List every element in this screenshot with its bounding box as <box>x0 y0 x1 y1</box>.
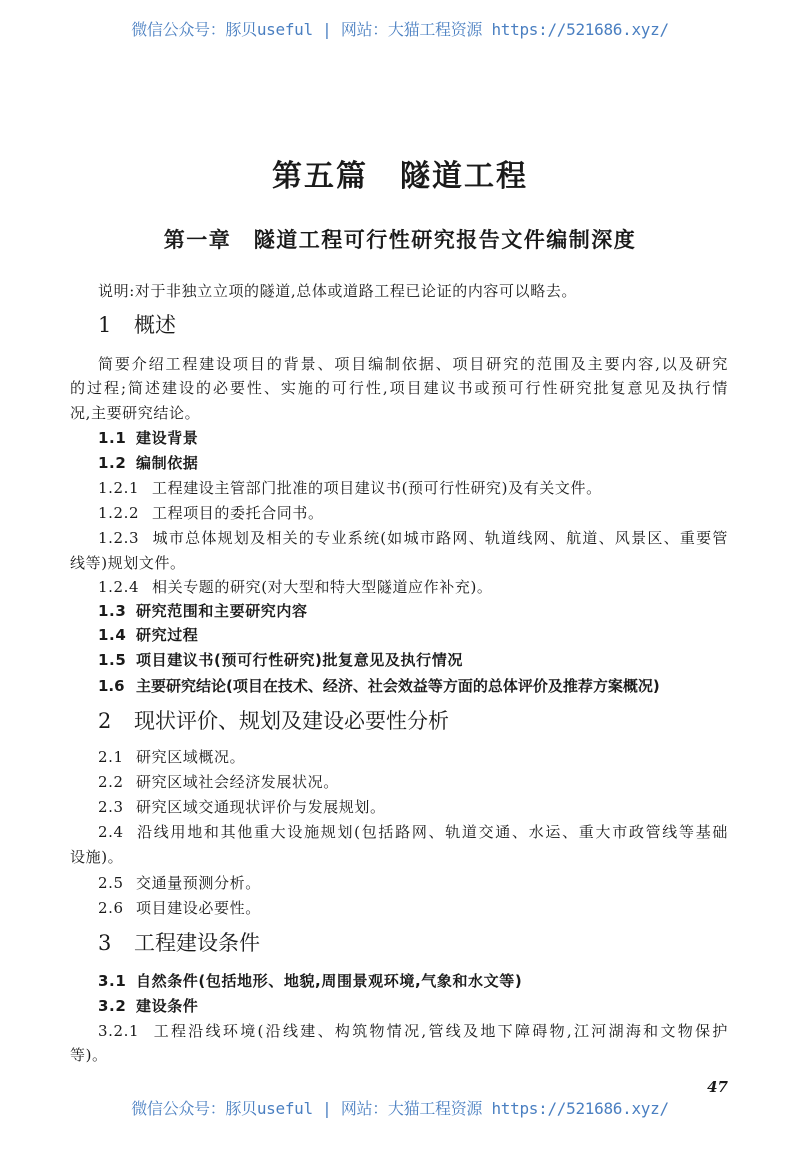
section-number: 1.2.3 <box>98 529 140 547</box>
section-number: 1.2.4 <box>98 578 140 596</box>
section-title: 现状评价、规划及建设必要性分析 <box>134 709 449 733</box>
section-text: 建设背景 <box>136 429 199 447</box>
section-text: 交通量预测分析。 <box>136 874 261 892</box>
item-2-4 <box>98 825 728 840</box>
section-text: 研究区域社会经济发展状况。 <box>136 773 339 791</box>
item-1-2-3-cont: 线等)规划文件。 <box>70 554 186 572</box>
section-text: 编制依据 <box>136 454 199 472</box>
item-2-1 <box>98 750 245 765</box>
subsection-1-6 <box>98 679 660 694</box>
section-number: 1.2 <box>98 454 127 472</box>
section-number: 1.2.2 <box>98 504 140 522</box>
section-text: 项目建议书(预可行性研究)批复意见及执行情况 <box>136 651 463 669</box>
watermark-top: 微信公众号：豚贝useful | 网站：大猫工程资源 https://521686.xyz/ <box>131 20 669 39</box>
item-1-2-2 <box>98 506 324 521</box>
subsection-1-4 <box>98 628 198 643</box>
section-number: 2 <box>98 709 112 733</box>
section-text: 工程项目的委托合同书。 <box>152 504 324 522</box>
section-text: 建设条件 <box>136 997 199 1015</box>
item-2-3 <box>98 800 386 815</box>
page-number: 47 <box>707 1078 728 1096</box>
item-2-2 <box>98 775 339 790</box>
subsection-1-2 <box>98 456 198 471</box>
section-2-heading <box>98 711 449 732</box>
section-number: 1.5 <box>98 651 127 669</box>
section-text: 相关专题的研究(对大型和特大型隧道应作补充)。 <box>152 578 493 596</box>
note: 说明:对于非独立立项的隧道,总体或道路工程已论证的内容可以略去。 <box>98 282 578 300</box>
section-number: 3.1 <box>98 972 127 990</box>
item-2-4-cont: 设施)。 <box>70 848 124 866</box>
section-text: 研究区域交通现状评价与发展规划。 <box>136 798 386 816</box>
item-3-2-1 <box>98 1024 728 1039</box>
section-number: 2.5 <box>98 874 124 892</box>
section-number: 2.2 <box>98 773 124 791</box>
section-3-heading <box>98 933 260 954</box>
paragraph-line: 的过程;简述建设的必要性、实施的可行性,项目建议书或预可行性研究批复意见及执行情 <box>70 379 728 397</box>
section-number: 2.4 <box>98 823 124 841</box>
watermark-bottom: 微信公众号：豚贝useful | 网站：大猫工程资源 https://521686.xyz/ <box>131 1099 669 1118</box>
section-text: 自然条件(包括地形、地貌,周围景观环境,气象和水文等) <box>136 972 523 990</box>
chapter-title: 第一章 隧道工程可行性研究报告文件编制深度 <box>163 227 637 252</box>
item-1-2-4 <box>98 580 493 595</box>
section-text: 项目建设必要性。 <box>136 899 261 917</box>
item-2-5 <box>98 876 261 891</box>
section-number: 1.4 <box>98 626 127 644</box>
subsection-3-1 <box>98 974 522 989</box>
subsection-1-3 <box>98 604 308 619</box>
section-number: 3.2 <box>98 997 127 1015</box>
section-title: 概述 <box>134 313 176 337</box>
section-number: 2.6 <box>98 899 124 917</box>
paragraph-line: 简要介绍工程建设项目的背景、项目编制依据、项目研究的范围及主要内容,以及研究 <box>98 355 728 373</box>
section-number: 2.3 <box>98 798 124 816</box>
item-2-6 <box>98 901 261 916</box>
section-text: 主要研究结论(项目在技术、经济、社会效益等方面的总体评价及推荐方案概况) <box>136 677 660 695</box>
section-text: 城市总体规划及相关的专业系统(如城市路网、轨道线网、航道、风景区、重要管 <box>152 529 728 547</box>
subsection-3-2 <box>98 999 198 1014</box>
section-number: 1.6 <box>98 677 125 695</box>
subsection-1-5 <box>98 653 463 668</box>
section-number: 1.1 <box>98 429 127 447</box>
section-number: 1 <box>98 313 112 337</box>
paragraph-line: 况,主要研究结论。 <box>70 404 201 422</box>
section-text: 工程沿线环境(沿线建、构筑物情况,管线及地下障碍物,江河湖海和文物保护 <box>152 1022 728 1040</box>
section-number: 3 <box>98 931 112 955</box>
section-number: 2.1 <box>98 748 124 766</box>
section-number: 1.2.1 <box>98 479 140 497</box>
section-text: 工程建设主管部门批准的项目建议书(预可行性研究)及有关文件。 <box>152 479 602 497</box>
section-title: 工程建设条件 <box>134 931 260 955</box>
section-1-heading <box>98 315 176 336</box>
section-number: 3.2.1 <box>98 1022 140 1040</box>
part-title: 第五篇 隧道工程 <box>272 159 528 194</box>
section-number: 1.3 <box>98 602 127 620</box>
item-3-2-1-cont: 等)。 <box>70 1046 108 1064</box>
item-1-2-3 <box>98 531 728 546</box>
section-text: 研究过程 <box>136 626 199 644</box>
section-text: 研究范围和主要研究内容 <box>136 602 308 620</box>
section-text: 研究区域概况。 <box>136 748 246 766</box>
item-1-2-1 <box>98 481 602 496</box>
subsection-1-1 <box>98 431 198 446</box>
section-text: 沿线用地和其他重大设施规划(包括路网、轨道交通、水运、重大市政管线等基础 <box>136 823 728 841</box>
